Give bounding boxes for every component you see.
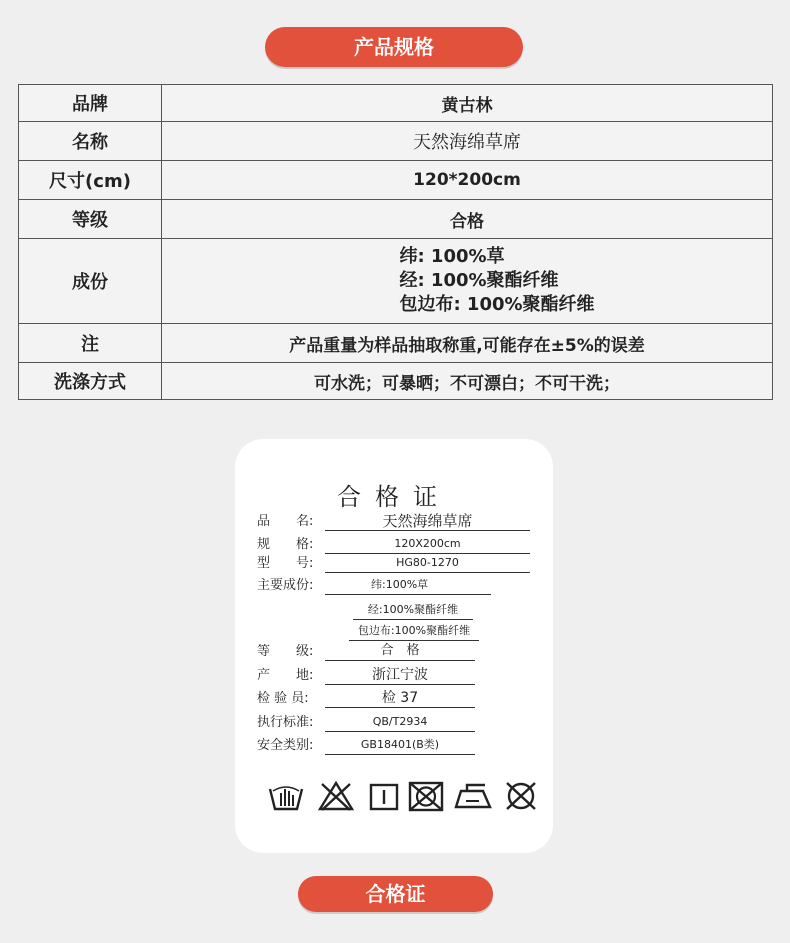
cert-field-label: 执行标准:	[257, 715, 314, 730]
composition-line: 纬: 100%草	[399, 246, 505, 267]
cert-field-value: 120X200cm	[325, 535, 530, 554]
row-value-note: 产品重量为样品抽取称重,可能存在±5%的误差	[162, 324, 773, 363]
table-row	[19, 161, 773, 200]
cert-field-value: QB/T2934	[325, 713, 475, 732]
row-label-size: 尺寸(cm)	[19, 161, 162, 200]
cert-field-label: 等 级:	[257, 644, 314, 659]
row-label-grade: 等级	[19, 200, 162, 239]
cert-field	[257, 713, 323, 733]
spec-table	[18, 84, 773, 400]
cert-field	[257, 576, 323, 596]
no-tumble-dry-icon	[407, 779, 445, 813]
cert-field-value: 纬:100%草	[325, 576, 491, 595]
hand-wash-icon	[267, 779, 305, 813]
row-value-composition	[162, 239, 773, 324]
cert-field-label: 产 地:	[257, 668, 314, 683]
no-bleach-icon	[317, 779, 355, 813]
line-dry-icon	[367, 779, 401, 813]
section-title-spec: 产品规格	[265, 27, 523, 67]
row-value-washing: 可水洗；可暴晒；不可漂白；不可干洗；	[162, 363, 773, 400]
cert-field-value: HG80-1270	[325, 554, 530, 573]
cert-field-value: 合 格	[325, 642, 475, 661]
cert-field-value: 包边布:100%聚酯纤维	[349, 622, 479, 641]
row-value-size: 120*200cm	[162, 161, 773, 200]
cert-field	[257, 689, 323, 709]
cert-field-value: 经:100%聚酯纤维	[353, 601, 473, 620]
certificate-card	[235, 439, 553, 853]
cert-field-label: 型 号:	[257, 556, 314, 571]
cert-field-label: 品 名:	[257, 514, 314, 529]
cert-field	[257, 535, 323, 555]
cert-field	[257, 554, 323, 574]
table-row	[19, 239, 773, 324]
cert-field	[257, 642, 323, 662]
iron-icon	[453, 779, 493, 813]
cert-field-label: 安全类别:	[257, 738, 314, 753]
row-label-name: 名称	[19, 122, 162, 161]
table-row	[19, 122, 773, 161]
cert-field	[257, 666, 323, 686]
row-label-brand: 品牌	[19, 85, 162, 122]
cert-field-label: 主要成份:	[257, 578, 314, 593]
cert-field-label: 检 验 员:	[257, 691, 309, 706]
cert-field-value: 天然海绵草席	[325, 512, 530, 531]
row-label-composition: 成份	[19, 239, 162, 324]
cert-field-value: 浙江宁波	[325, 666, 475, 685]
row-value-name: 天然海绵草席	[162, 122, 773, 161]
cert-field-value: 检 37	[325, 689, 475, 708]
composition-line: 包边布: 100%聚酯纤维	[399, 294, 595, 315]
section-title-certificate: 合格证	[298, 876, 493, 912]
table-row	[19, 324, 773, 363]
table-row	[19, 85, 773, 122]
row-label-note: 注	[19, 324, 162, 363]
care-icons	[267, 779, 537, 813]
no-dry-clean-icon	[503, 779, 539, 813]
row-label-washing: 洗涤方式	[19, 363, 162, 400]
cert-field-label: 规 格:	[257, 537, 314, 552]
cert-field	[257, 736, 323, 756]
cert-field	[257, 512, 323, 532]
certificate-title: 合格证	[337, 483, 451, 511]
row-value-grade: 合格	[162, 200, 773, 239]
composition-line: 经: 100%聚酯纤维	[399, 270, 559, 291]
row-value-brand: 黄古林	[162, 85, 773, 122]
cert-field-value: GB18401(B类)	[325, 736, 475, 755]
table-row	[19, 200, 773, 239]
table-row	[19, 363, 773, 400]
